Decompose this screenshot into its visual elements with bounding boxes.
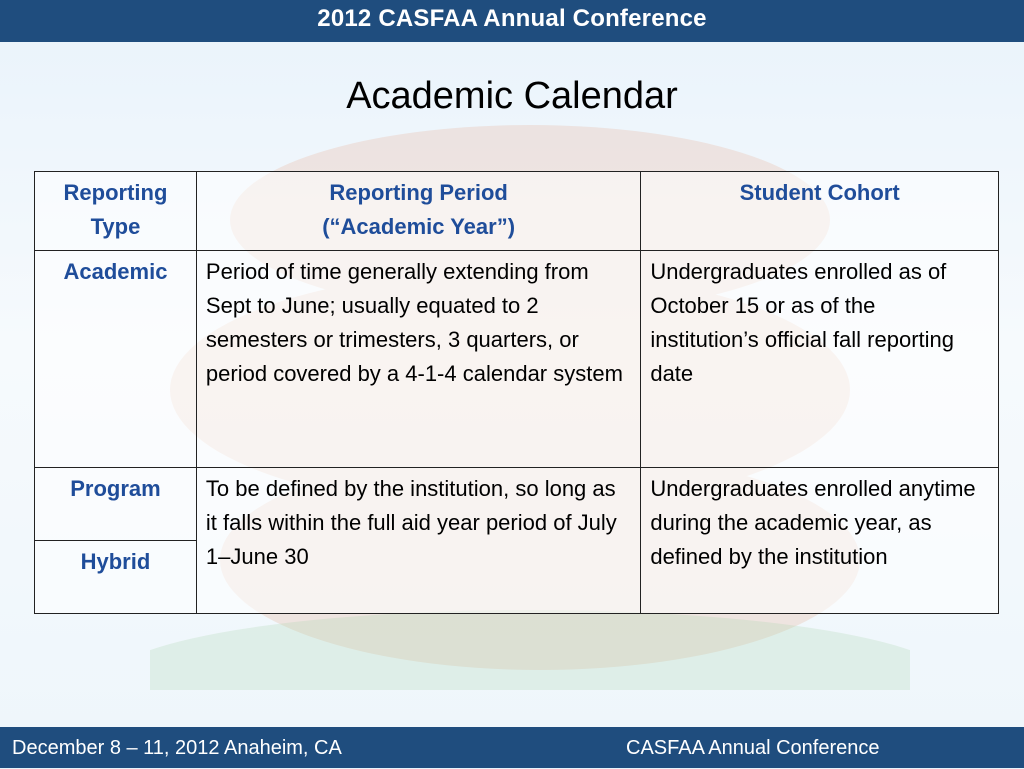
slide-title: Academic Calendar xyxy=(346,75,678,117)
footer-date-location: December 8 – 11, 2012 Anaheim, CA xyxy=(12,737,342,759)
header-reporting-period xyxy=(196,172,640,251)
header-student-cohort: Student Cohort xyxy=(641,172,999,251)
row-period-academic: Period of time generally extending from Sept to June; usually equated to 2 semesters or trimesters, 3 quarters, or period covered by a 4-1-4 calendar system xyxy=(196,251,640,468)
row-cohort-program-hybrid: Undergraduates enrolled anytime during the academic year, as defined by the institution xyxy=(641,468,999,614)
header-reporting-type-line1: Reporting xyxy=(63,180,168,205)
table-row-academic xyxy=(35,251,999,468)
row-type-program: Program xyxy=(35,468,197,541)
row-period-program-hybrid: To be defined by the institution, so long as it falls within the full aid year period of July 1–June 30 xyxy=(196,468,640,614)
header-reporting-type xyxy=(35,172,197,251)
footer-conference-name: CASFAA Annual Conference xyxy=(626,737,880,759)
row-type-hybrid: Hybrid xyxy=(35,541,197,614)
header-reporting-period-line2: (“Academic Year”) xyxy=(322,214,516,239)
footer-bar xyxy=(0,727,1024,768)
header-reporting-period-line1: Reporting Period xyxy=(329,180,508,205)
table-header-row xyxy=(35,172,999,251)
academic-calendar-table xyxy=(34,171,999,614)
conference-header-bar xyxy=(0,0,1024,42)
conference-title: 2012 CASFAA Annual Conference xyxy=(317,5,707,32)
table-row-program xyxy=(35,468,999,541)
row-cohort-academic: Undergraduates enrolled as of October 15 or as of the institution’s official fall reporting date xyxy=(641,251,999,468)
header-reporting-type-line2: Type xyxy=(90,214,141,239)
row-type-academic: Academic xyxy=(35,251,197,468)
